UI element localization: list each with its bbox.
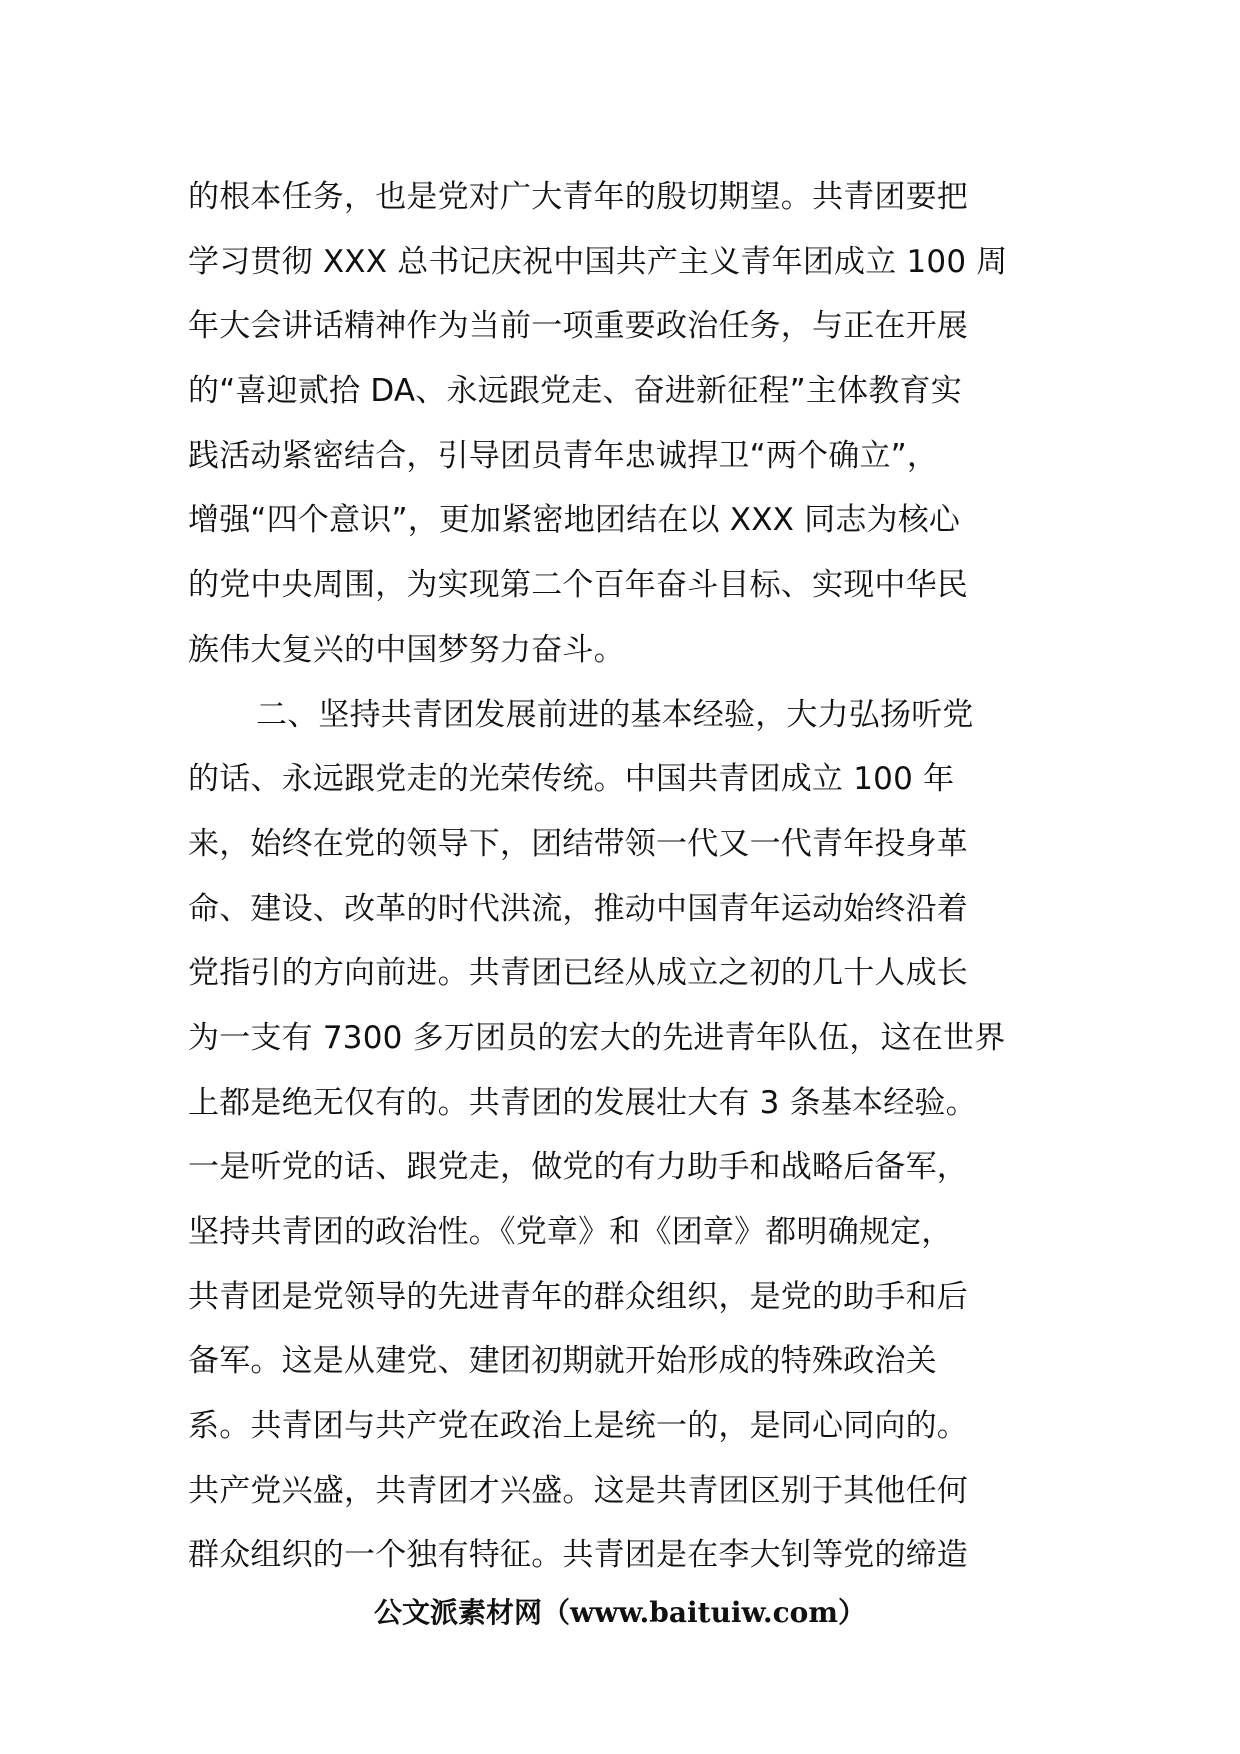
text-line: 增强“四个意识”，更加紧密地团结在以 XXX 同志为核心 [188,502,961,539]
text-line: 备军。这是从建党、建团初期就开始形成的特殊政治关 [188,1343,937,1380]
text-line: 的话、永远跟党走的光荣传统。中国共青团成立 100 年 [188,761,955,798]
section-heading-line: 二、坚持共青团发展前进的基本经验，大力弘扬听党 [256,696,974,733]
text-line: 年大会讲话精神作为当前一项重要政治任务，与正在开展 [188,308,968,345]
text-line: 系。共青团与共产党在政治上是统一的，是同心同向的。 [188,1408,968,1445]
text-line: 一是听党的话、跟党走，做党的有力助手和战略后备军， [188,1149,968,1186]
text-line: 为一支有 7300 多万团员的宏大的先进青年队伍，这在世界 [188,1019,1006,1056]
text-line: 命、建设、改革的时代洪流，推动中国青年运动始终沿着 [188,890,968,927]
text-line: 上都是绝无仅有的。共青团的发展壮大有 3 条基本经验。 [188,1084,977,1121]
text-line: 的“喜迎贰拾 DA、永远跟党走、奋进新征程”主体教育实 [188,373,962,410]
document-body [188,165,1068,1588]
text-line: 的根本任务，也是党对广大青年的殷切期望。共青团要把 [188,179,968,215]
text-line: 的党中央周围，为实现第二个百年奋斗目标、实现中华民 [188,567,968,604]
text-line: 学习贯彻 XXX 总书记庆祝中国共产主义青年团成立 100 周 [188,243,1008,280]
text-line: 党指引的方向前进。共青团已经从成立之初的几十人成长 [188,955,968,992]
text-line: 共产党兴盛，共青团才兴盛。这是共青团区别于其他任何 [188,1472,968,1509]
text-line: 坚持共青团的政治性。《党章》和《团章》都明确规定， [188,1214,953,1250]
text-line: 族伟大复兴的中国梦努力奋斗。 [188,631,625,668]
footer-source: 公文派素材网（www.baituiw.com） [374,1596,866,1629]
text-line: 来，始终在党的领导下，团结带领一代又一代青年投身革 [188,825,968,862]
text-line: 践活动紧密结合，引导团员青年忠诚捍卫“两个确立”， [188,437,939,474]
text-line: 群众组织的一个独有特征。共青团是在李大钊等党的缔造 [188,1537,968,1574]
text-line: 共青团是党领导的先进青年的群众组织，是党的助手和后 [188,1278,968,1315]
